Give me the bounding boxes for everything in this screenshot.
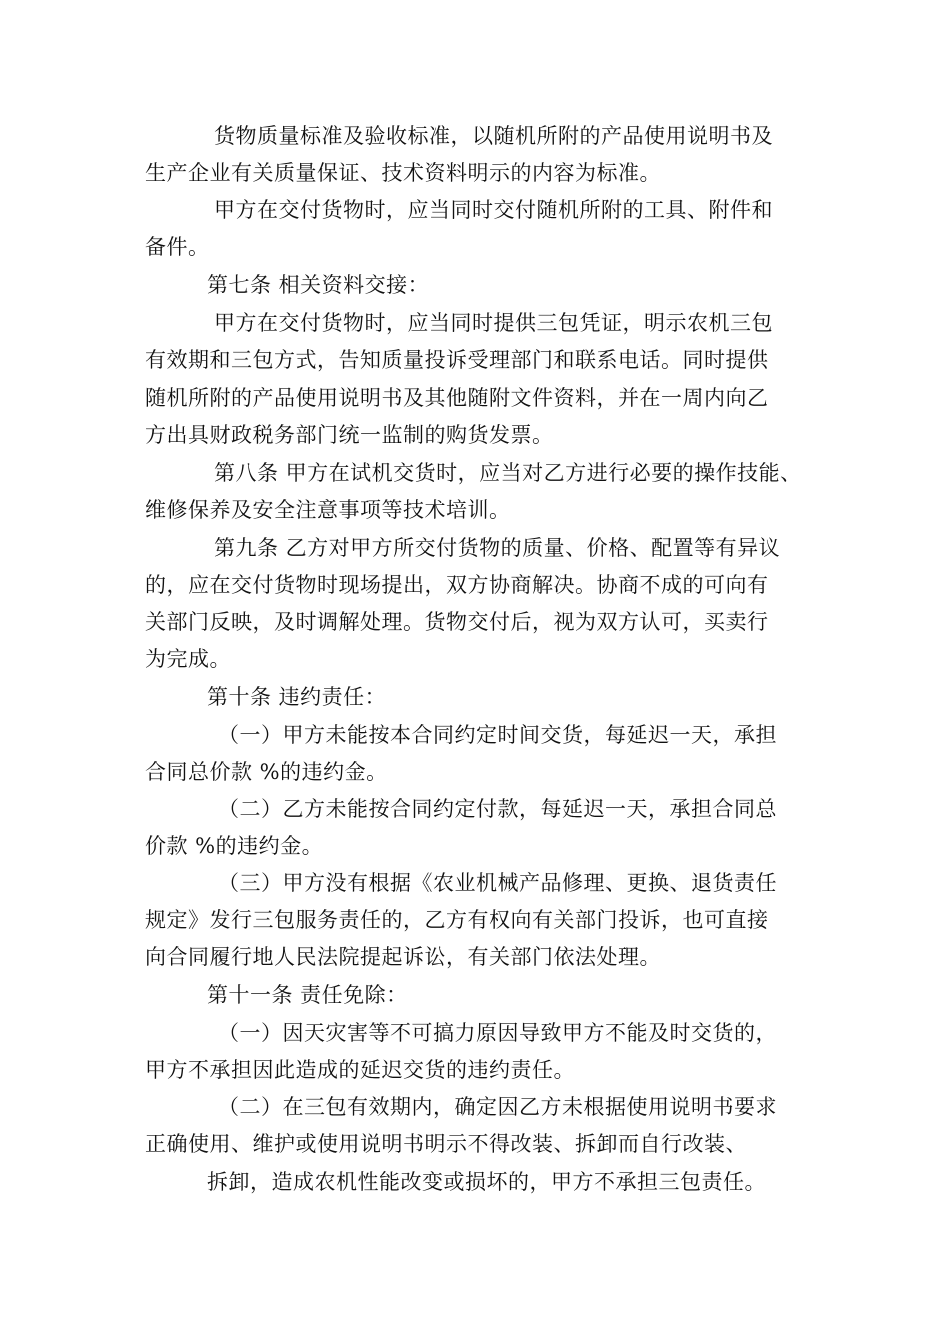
text-line: 合同总价款 %的违约金。 [145,760,388,784]
list-item-text: （二）乙方未能按合同约定付款，每延迟一天，承担合同总 [218,797,777,821]
section-heading-article-10: 第十条 违约责任： [207,685,387,709]
list-item-text: （二）在三包有效期内，确定因乙方未根据使用说明书要求 [218,1095,777,1119]
text-line: 向合同履行地人民法院提起诉讼，有关部门依法处理。 [145,945,661,969]
text-line: 货物质量标准及验收标准，以随机所附的产品使用说明书及 [214,124,773,148]
text-line: 有效期和三包方式，告知质量投诉受理部门和联系电话。同时提供 [145,348,769,372]
text-line: 关部门反映，及时调解处理。货物交付后，视为双方认可，买卖行 [145,610,769,634]
section-heading-article-9: 第九条 乙方对甲方所交付货物的质量、价格、配置等有异议 [214,536,781,560]
section-heading-article-7: 第七条 相关资料交接： [207,273,430,297]
text-line: 甲方不承担因此造成的延迟交货的违约责任。 [145,1058,575,1082]
text-line: 价款 %的违约金。 [145,834,324,858]
text-line: 拆卸，造成农机性能改变或损坏的，甲方不承担三包责任。 [207,1170,766,1194]
text-line: 生产企业有关质量保证、技术资料明示的内容为标准。 [145,161,661,185]
section-heading-article-8: 第八条 甲方在试机交货时，应当对乙方进行必要的操作技能、 [214,461,802,485]
section-heading-article-11: 第十一条 责任免除： [207,983,408,1007]
list-item-text: （三）甲方没有根据《农业机械产品修理、更换、退货责任 [218,871,777,895]
text-line: 备件。 [145,235,210,259]
text-line: 方出具财政税务部门统一监制的购货发票。 [145,423,554,447]
list-item-text: （一）甲方未能按本合同约定时间交货，每延迟一天，承担 [218,723,777,747]
text-line: 甲方在交付货物时，应当同时提供三包凭证，明示农机三包 [214,311,773,335]
text-line: 的，应在交付货物时现场提出，双方协商解决。协商不成的可向有 [145,573,769,597]
text-line: 为完成。 [145,647,231,671]
text-line: 规定》发行三包服务责任的，乙方有权向有关部门投诉，也可直接 [145,908,769,932]
list-item-text: （一）因天灾害等不可搞力原因导致甲方不能及时交货的， [218,1021,777,1045]
text-line: 维修保养及安全注意事项等技术培训。 [145,498,511,522]
text-line: 随机所附的产品使用说明书及其他随附文件资料，并在一周内向乙 [145,386,769,410]
text-line: 甲方在交付货物时，应当同时交付随机所附的工具、附件和 [214,198,773,222]
text-line: 正确使用、维护或使用说明书明示不得改装、拆卸而自行改装、 [145,1132,747,1156]
